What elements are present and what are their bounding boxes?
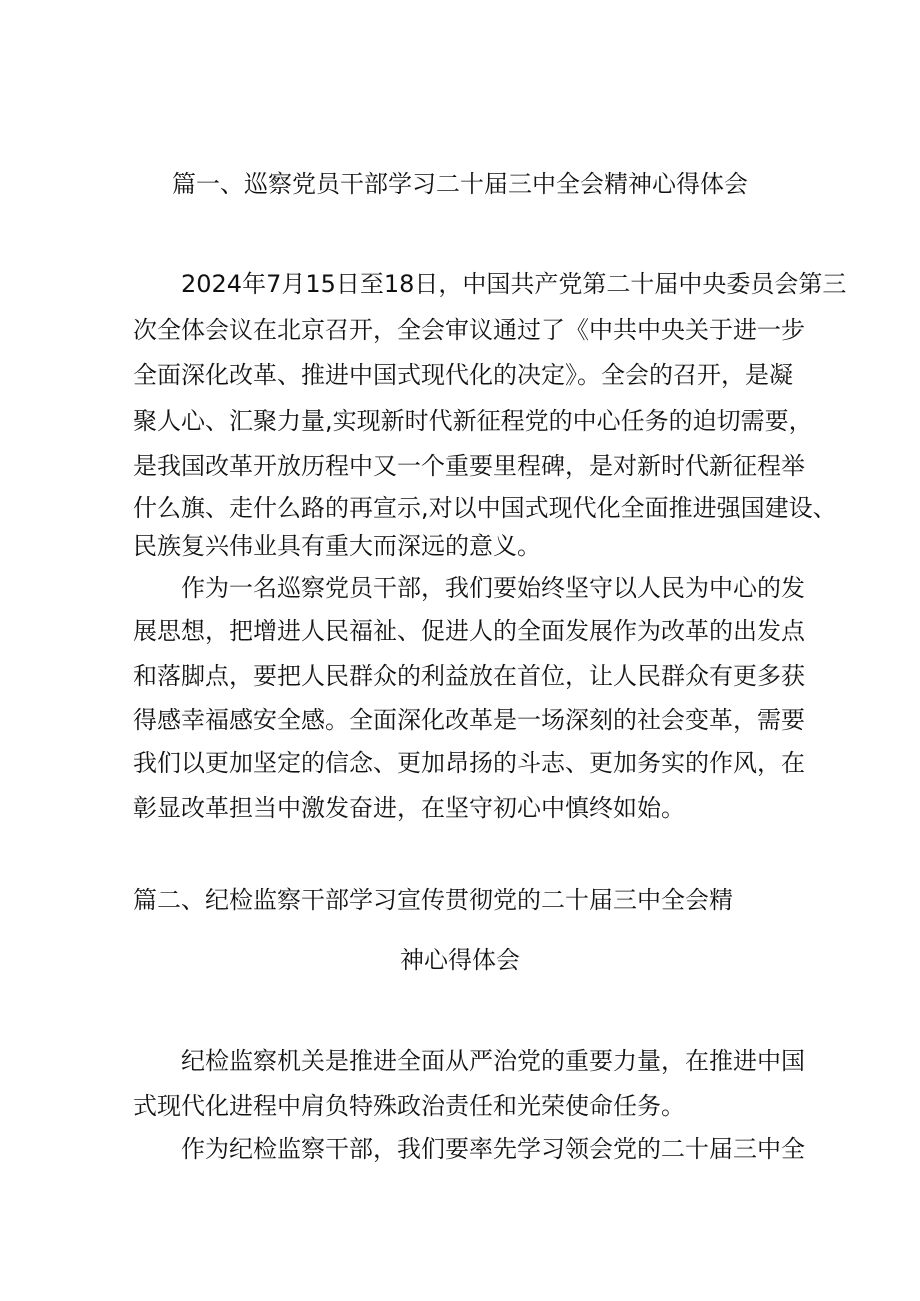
paragraph-1-line: 民族复兴伟业具有重大而深远的意义。 bbox=[133, 532, 541, 560]
paragraph-2-line: 作为一名巡察党员干部，我们要始终坚守以人民为中心的发 bbox=[181, 574, 805, 602]
paragraph-3-line: 纪检监察机关是推进全面从严治党的重要力量，在推进中国 bbox=[181, 1047, 805, 1075]
paragraph-2-line: 展思想，把增进人民福祉、促进人的全面发展作为改革的出发点 bbox=[133, 617, 805, 645]
paragraph-1-line: 什么旗、走什么路的再宣示,对以中国式现代化全面推进强国建设、 bbox=[133, 494, 837, 522]
paragraph-1-line: 全面深化改革、推进中国式现代化的决定》。全会的召开，是凝 bbox=[133, 361, 793, 389]
paragraph-1-line: 是我国改革开放历程中又一个重要里程碑，是对新时代新征程举 bbox=[133, 452, 805, 480]
paragraph-2-line: 和落脚点，要把人民群众的利益放在首位，让人民群众有更多获 bbox=[133, 662, 805, 690]
paragraph-1-line: 次全体会议在北京召开，全会审议通过了《中共中央关于进一步 bbox=[133, 316, 805, 344]
section-title-2-line-2: 神心得体会 bbox=[400, 946, 520, 974]
paragraph-2-line: 得感幸福感安全感。全面深化改革是一场深刻的社会变革，需要 bbox=[133, 706, 805, 734]
section-title-2-line-1: 篇二、纪检监察干部学习宣传贯彻党的二十届三中全会精 bbox=[133, 886, 733, 914]
paragraph-2-line: 我们以更加坚定的信念、更加昂扬的斗志、更加务实的作风，在 bbox=[133, 749, 805, 777]
paragraph-2-line: 彰显改革担当中激发奋进，在坚守初心中慎终如始。 bbox=[133, 794, 685, 822]
paragraph-1-line: 聚人心、汇聚力量,实现新时代新征程党的中心任务的迫切需要， bbox=[133, 407, 813, 435]
paragraph-1-line: 2024年7月15日至18日，中国共产党第二十届中央委员会第三 bbox=[181, 270, 847, 298]
paragraph-4-line: 作为纪检监察干部，我们要率先学习领会党的二十届三中全 bbox=[181, 1135, 805, 1163]
paragraph-3-line: 式现代化进程中肩负特殊政治责任和光荣使命任务。 bbox=[133, 1092, 685, 1120]
section-title-1: 篇一、巡察党员干部学习二十届三中全会精神心得体会 bbox=[172, 170, 748, 198]
